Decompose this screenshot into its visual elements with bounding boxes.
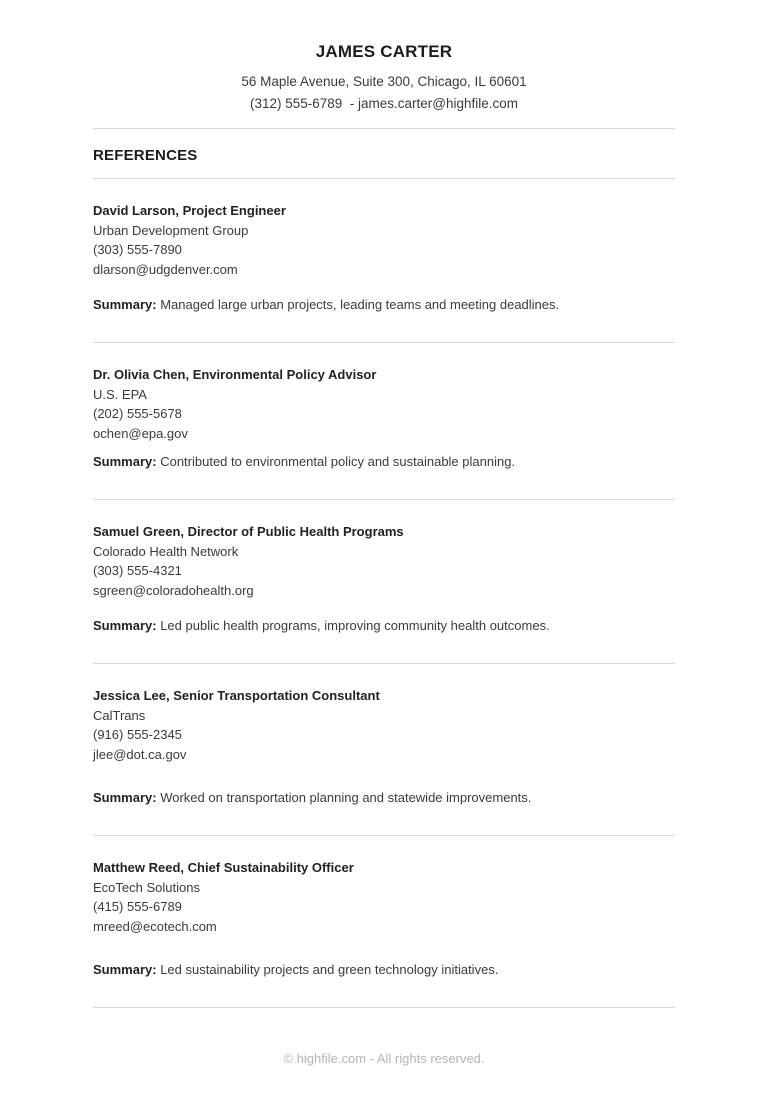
summary-text: Led sustainability projects and green technology initiatives. xyxy=(160,962,499,977)
summary-text: Worked on transportation planning and statewide improvements. xyxy=(160,790,532,805)
reference-email: ochen@epa.gov xyxy=(93,425,188,441)
reference-summary xyxy=(93,616,675,636)
reference-summary xyxy=(93,788,675,808)
reference-entry-1 xyxy=(93,179,675,342)
reference-entry-5 xyxy=(93,836,675,1007)
summary-label: Summary: xyxy=(93,454,157,469)
section-heading-references: REFERENCES xyxy=(93,147,198,164)
person-name: JAMES CARTER xyxy=(315,42,453,61)
reference-summary xyxy=(93,960,675,980)
reference-name-title: David Larson, Project Engineer xyxy=(93,203,286,218)
reference-organization: Colorado Health Network xyxy=(93,543,239,559)
reference-entry-2 xyxy=(93,343,675,499)
summary-text: Led public health programs, improving community health outcomes. xyxy=(160,618,550,633)
reference-summary xyxy=(93,452,675,472)
reference-email: mreed@ecotech.com xyxy=(93,918,217,934)
reference-name-title: Samuel Green, Director of Public Health Programs xyxy=(93,524,404,539)
summary-label: Summary: xyxy=(93,618,157,633)
reference-organization: Urban Development Group xyxy=(93,222,249,238)
reference-organization: U.S. EPA xyxy=(93,386,147,402)
summary-label: Summary: xyxy=(93,790,157,805)
summary-label: Summary: xyxy=(93,297,157,312)
reference-phone: (202) 555-5678 xyxy=(93,406,182,421)
resume-header xyxy=(93,0,675,115)
reference-name-title: Matthew Reed, Chief Sustainability Officer xyxy=(93,860,354,875)
reference-organization: EcoTech Solutions xyxy=(93,879,200,895)
reference-name-title: Jessica Lee, Senior Transportation Consultant xyxy=(93,688,380,703)
reference-organization: CalTrans xyxy=(93,707,146,723)
reference-entry-3 xyxy=(93,500,675,663)
summary-label: Summary: xyxy=(93,962,157,977)
reference-email: dlarson@udgdenver.com xyxy=(93,261,238,277)
copyright-text: © highfile.com - All rights reserved. xyxy=(283,1051,485,1066)
reference-entry-4 xyxy=(93,664,675,835)
reference-email: jlee@dot.ca.gov xyxy=(93,746,187,762)
header-divider xyxy=(93,128,675,129)
reference-summary xyxy=(93,295,675,315)
page-footer xyxy=(93,1008,675,1102)
summary-text: Managed large urban projects, leading teams and meeting deadlines. xyxy=(160,297,560,312)
phone-email-line: (312) 555-6789 - james.carter@highfile.com xyxy=(249,96,519,111)
reference-phone: (303) 555-7890 xyxy=(93,242,182,257)
reference-phone: (415) 555-6789 xyxy=(93,899,182,914)
summary-text: Contributed to environmental policy and sustainable planning. xyxy=(160,454,516,469)
reference-name-title: Dr. Olivia Chen, Environmental Policy Advisor xyxy=(93,367,377,382)
address-line: 56 Maple Avenue, Suite 300, Chicago, IL 60601 xyxy=(241,74,527,89)
reference-phone: (916) 555-2345 xyxy=(93,727,182,742)
reference-email: sgreen@coloradohealth.org xyxy=(93,582,254,598)
reference-phone: (303) 555-4321 xyxy=(93,563,182,578)
